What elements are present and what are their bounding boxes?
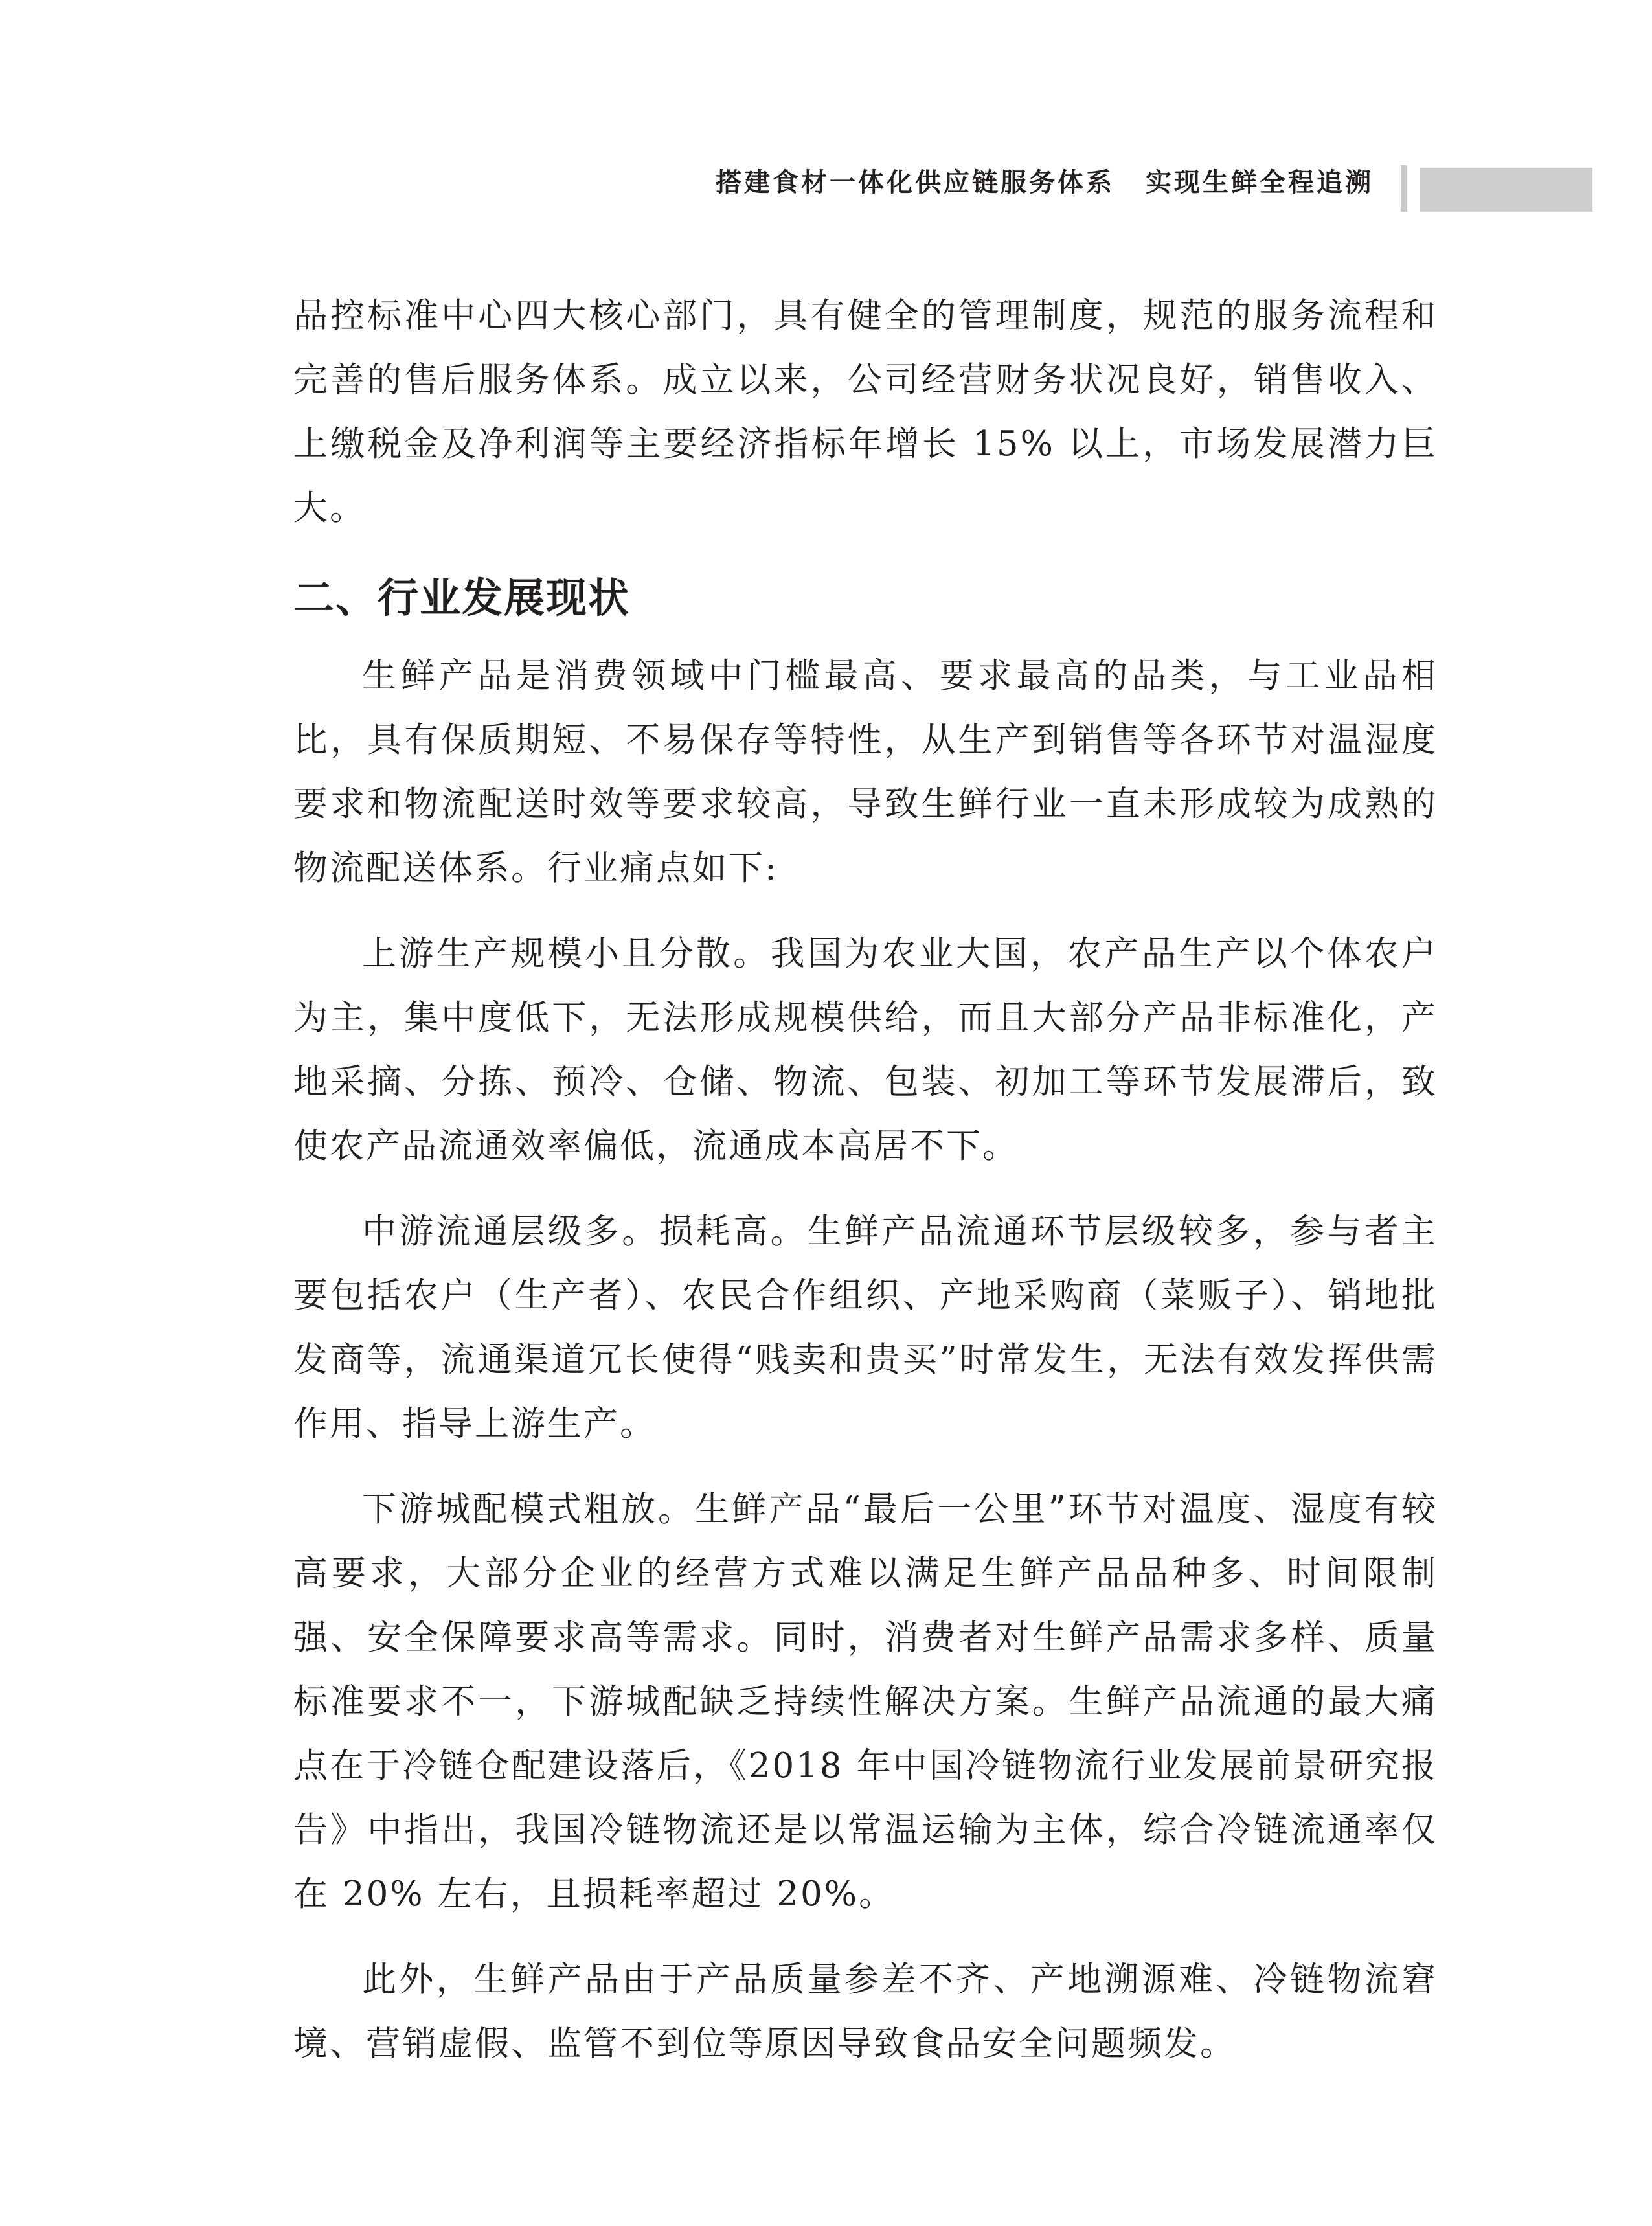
running-header	[716, 167, 1374, 198]
paragraph-overview: 生鲜产品是消费领域中门槛最高、要求最高的品类，与工业品相比，具有保质期短、不易保存等特性，从生产到销售等各环节对温湿度要求和物流配送时效等要求较高，导致生鲜行业一直未形成较为成熟的物流配送体系。行业痛点如下:	[293, 656, 1438, 888]
header-divider	[1401, 165, 1407, 212]
header-gray-tab	[1420, 168, 1592, 212]
paragraph-upstream: 上游生产规模小且分散。我国为农业大国，农产品生产以个体农户为主，集中度低下，无法形成规模供给，而且大部分产品非标准化，产地采摘、分拣、预冷、仓储、物流、包装、初加工等环节发展滞后，致使农产品流通效率偏低，流通成本高居不下。	[293, 934, 1438, 1166]
running-header-title-part1: 搭建食材一体化供应链服务体系	[716, 167, 1115, 198]
running-header-title-part2: 实现生鲜全程追溯	[1146, 167, 1374, 198]
page-body	[293, 284, 1438, 2076]
section-title: 二、行业发展现状	[293, 574, 630, 622]
paragraph-food-safety: 此外，生鲜产品由于产品质量参差不齐、产地溯源难、冷链物流窘境、营销虚假、监管不到位等原因导致食品安全问题频发。	[293, 1960, 1438, 2063]
paragraph-downstream: 下游城配模式粗放。生鲜产品“最后一公里”环节对温度、湿度有较高要求，大部分企业的经营方式难以满足生鲜产品品种多、时间限制强、安全保障要求高等需求。同时，消费者对生鲜产品需求多样、质量标准要求不一，下游城配缺乏持续性解决方案。生鲜产品流通的最大痛点在于冷链仓配建设落后，《2018 年中国冷链物流行业发展前景研究报告》中指出，我国冷链物流还是以常温运输为主体，综合冷链流通率仅在 20% 左右，且损耗率超过 20%。	[293, 1490, 1438, 1914]
intro-paragraph: 品控标准中心四大核心部门，具有健全的管理制度，规范的服务流程和完善的售后服务体系。成立以来，公司经营财务状况良好，销售收入、上缴税金及净利润等主要经济指标年增长 15% 以上，市场发展潜力巨大。	[293, 296, 1438, 528]
paragraph-midstream: 中游流通层级多。损耗高。生鲜产品流通环节层级较多，参与者主要包括农户（生产者）、农民合作组织、产地采购商（菜贩子）、销地批发商等，流通渠道冗长使得“贱卖和贵买”时常发生，无法有效发挥供需作用、指导上游生产。	[293, 1212, 1438, 1444]
